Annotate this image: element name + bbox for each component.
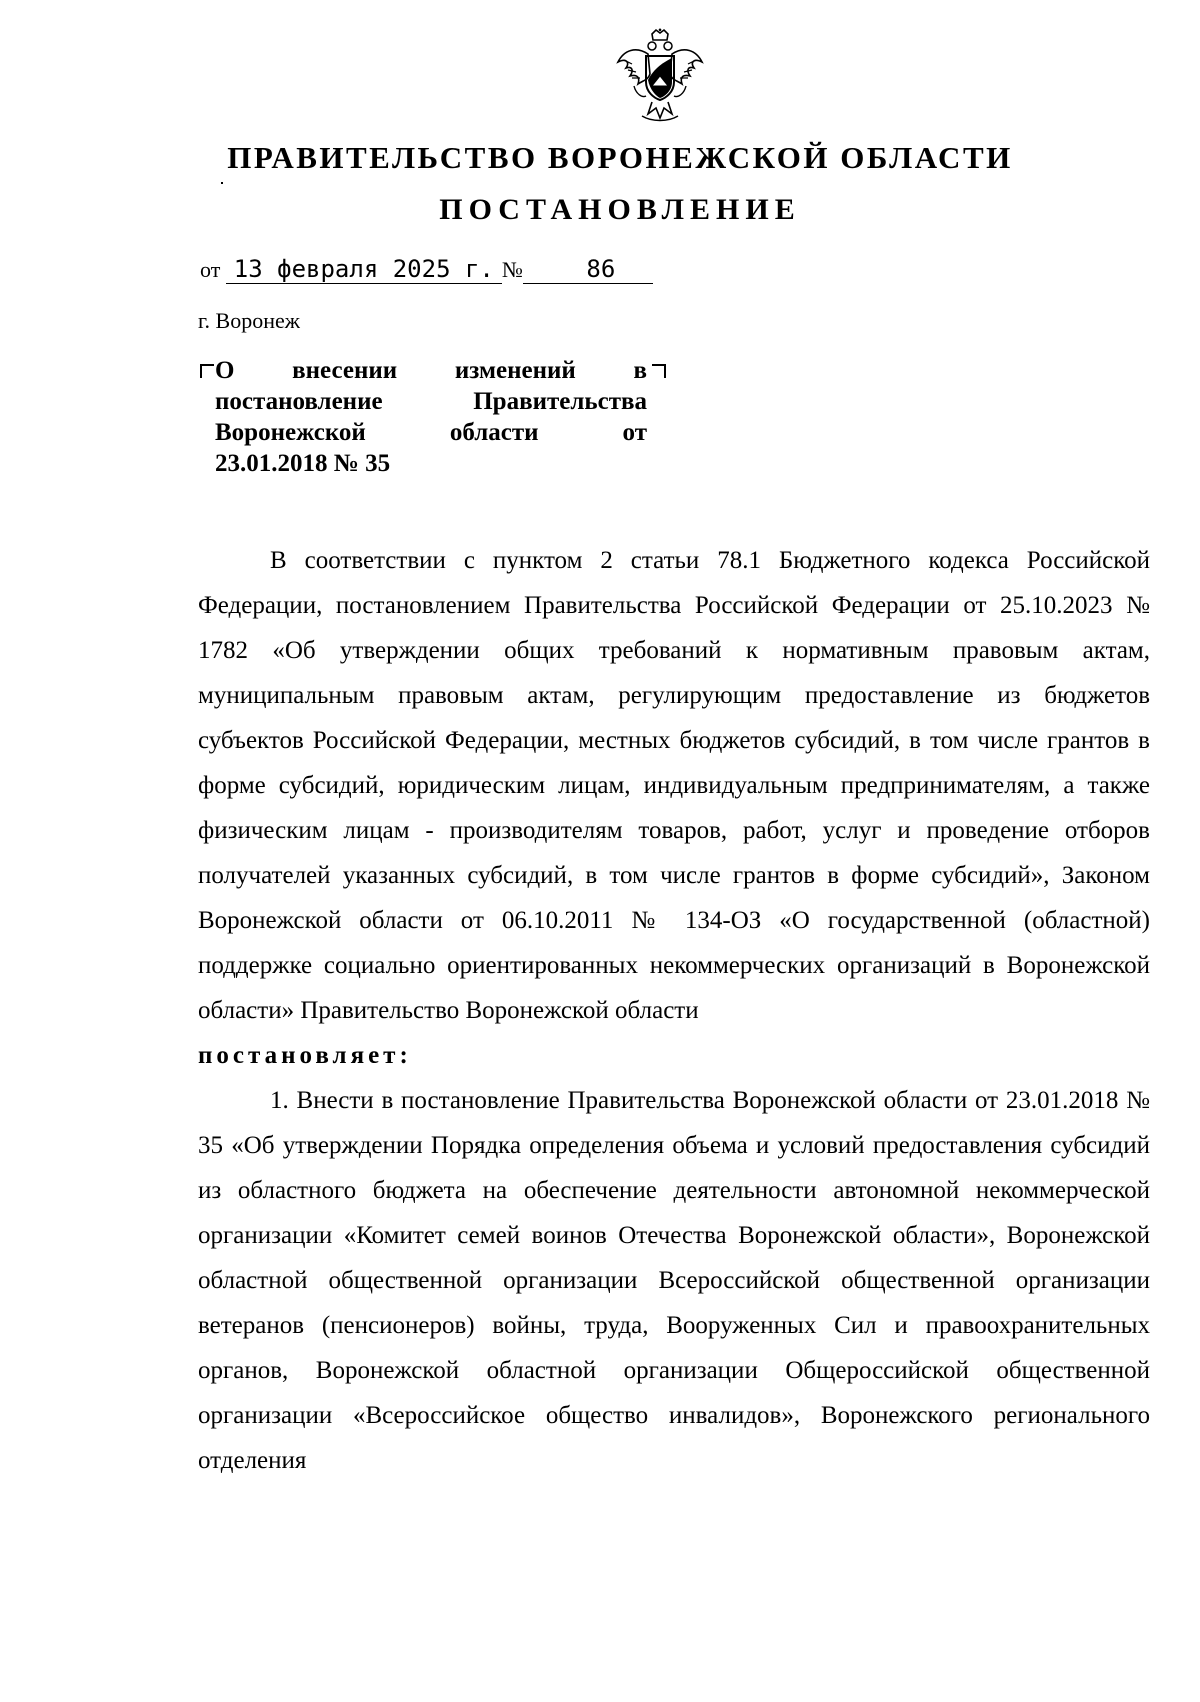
coat-of-arms-emblem — [612, 28, 708, 124]
preamble-paragraph: В соответствии с пунктом 2 статьи 78.1 Бюджетного кодекса Российской Федерации, постановлением Правительства Российской Федерации от 25.10.2023 № 1782 «Об утверждении общих требований к нормативным правовым актам, муниципальным правовым актам, регулирующим предоставление из бюджетов субъектов Российской Федерации, местных бюджетов субсидий, в том числе грантов в форме субсидий, юридическим лицам, индивидуальным предпринимателям, а также физическим лицам - производителям товаров, работ, услуг и проведение отборов получателей указанных субсидий, в том числе грантов в форме субсидий», Законом Воронежской области от 06.10.2011 № 134-ОЗ «О государственной (областной) поддержке социально ориентированных некоммерческих организаций в Воронежской области» Правительство Воронежской области постановляет: — [198, 547, 1150, 1069]
subject-line-1: О внесении изменений в — [215, 357, 647, 384]
scan-speck — [221, 182, 223, 184]
document-subject — [215, 355, 647, 479]
subject-line-2: постановление Правительства — [215, 388, 647, 415]
document-date: 13 февраля 2025 г. — [226, 255, 502, 284]
subject-line-3: Воронежской области от — [215, 419, 647, 446]
subject-bracket-left — [200, 364, 214, 378]
from-label: от — [200, 257, 221, 282]
date-number-line — [200, 255, 653, 284]
city-label: г. Воронеж — [198, 308, 300, 333]
number-label: № — [501, 257, 523, 282]
subject-bracket-right — [652, 364, 666, 378]
organization-title: ПРАВИТЕЛЬСТВО ВОРОНЕЖСКОЙ ОБЛАСТИ — [227, 140, 1013, 175]
subject-line-4: 23.01.2018 № 35 — [215, 450, 391, 477]
item-1-paragraph: 1. Внести в постановление Правительства Воронежской области от 23.01.2018 № 35 «Об утверждении Порядка определения объема и условий предоставления субсидий из областного бюджета на обеспечение деятельности автономной некоммерческой организации «Комитет семей воинов Отечества Воронежской области», Воронежской областной общественной организации Всероссийской общественной организации ветеранов (пенсионеров) войны, труда, Вооруженных Сил и правоохранительных органов, Воронежской областной организации Общероссийской общественной организации «Всероссийское общество инвалидов», Воронежского регионального отделения — [198, 1087, 1150, 1474]
decree-word: постановляет: — [198, 1042, 412, 1069]
document-body — [198, 538, 1150, 1483]
document-type-heading: ПОСТАНОВЛЕНИЕ — [439, 193, 801, 226]
document-number: 86 — [523, 255, 653, 284]
